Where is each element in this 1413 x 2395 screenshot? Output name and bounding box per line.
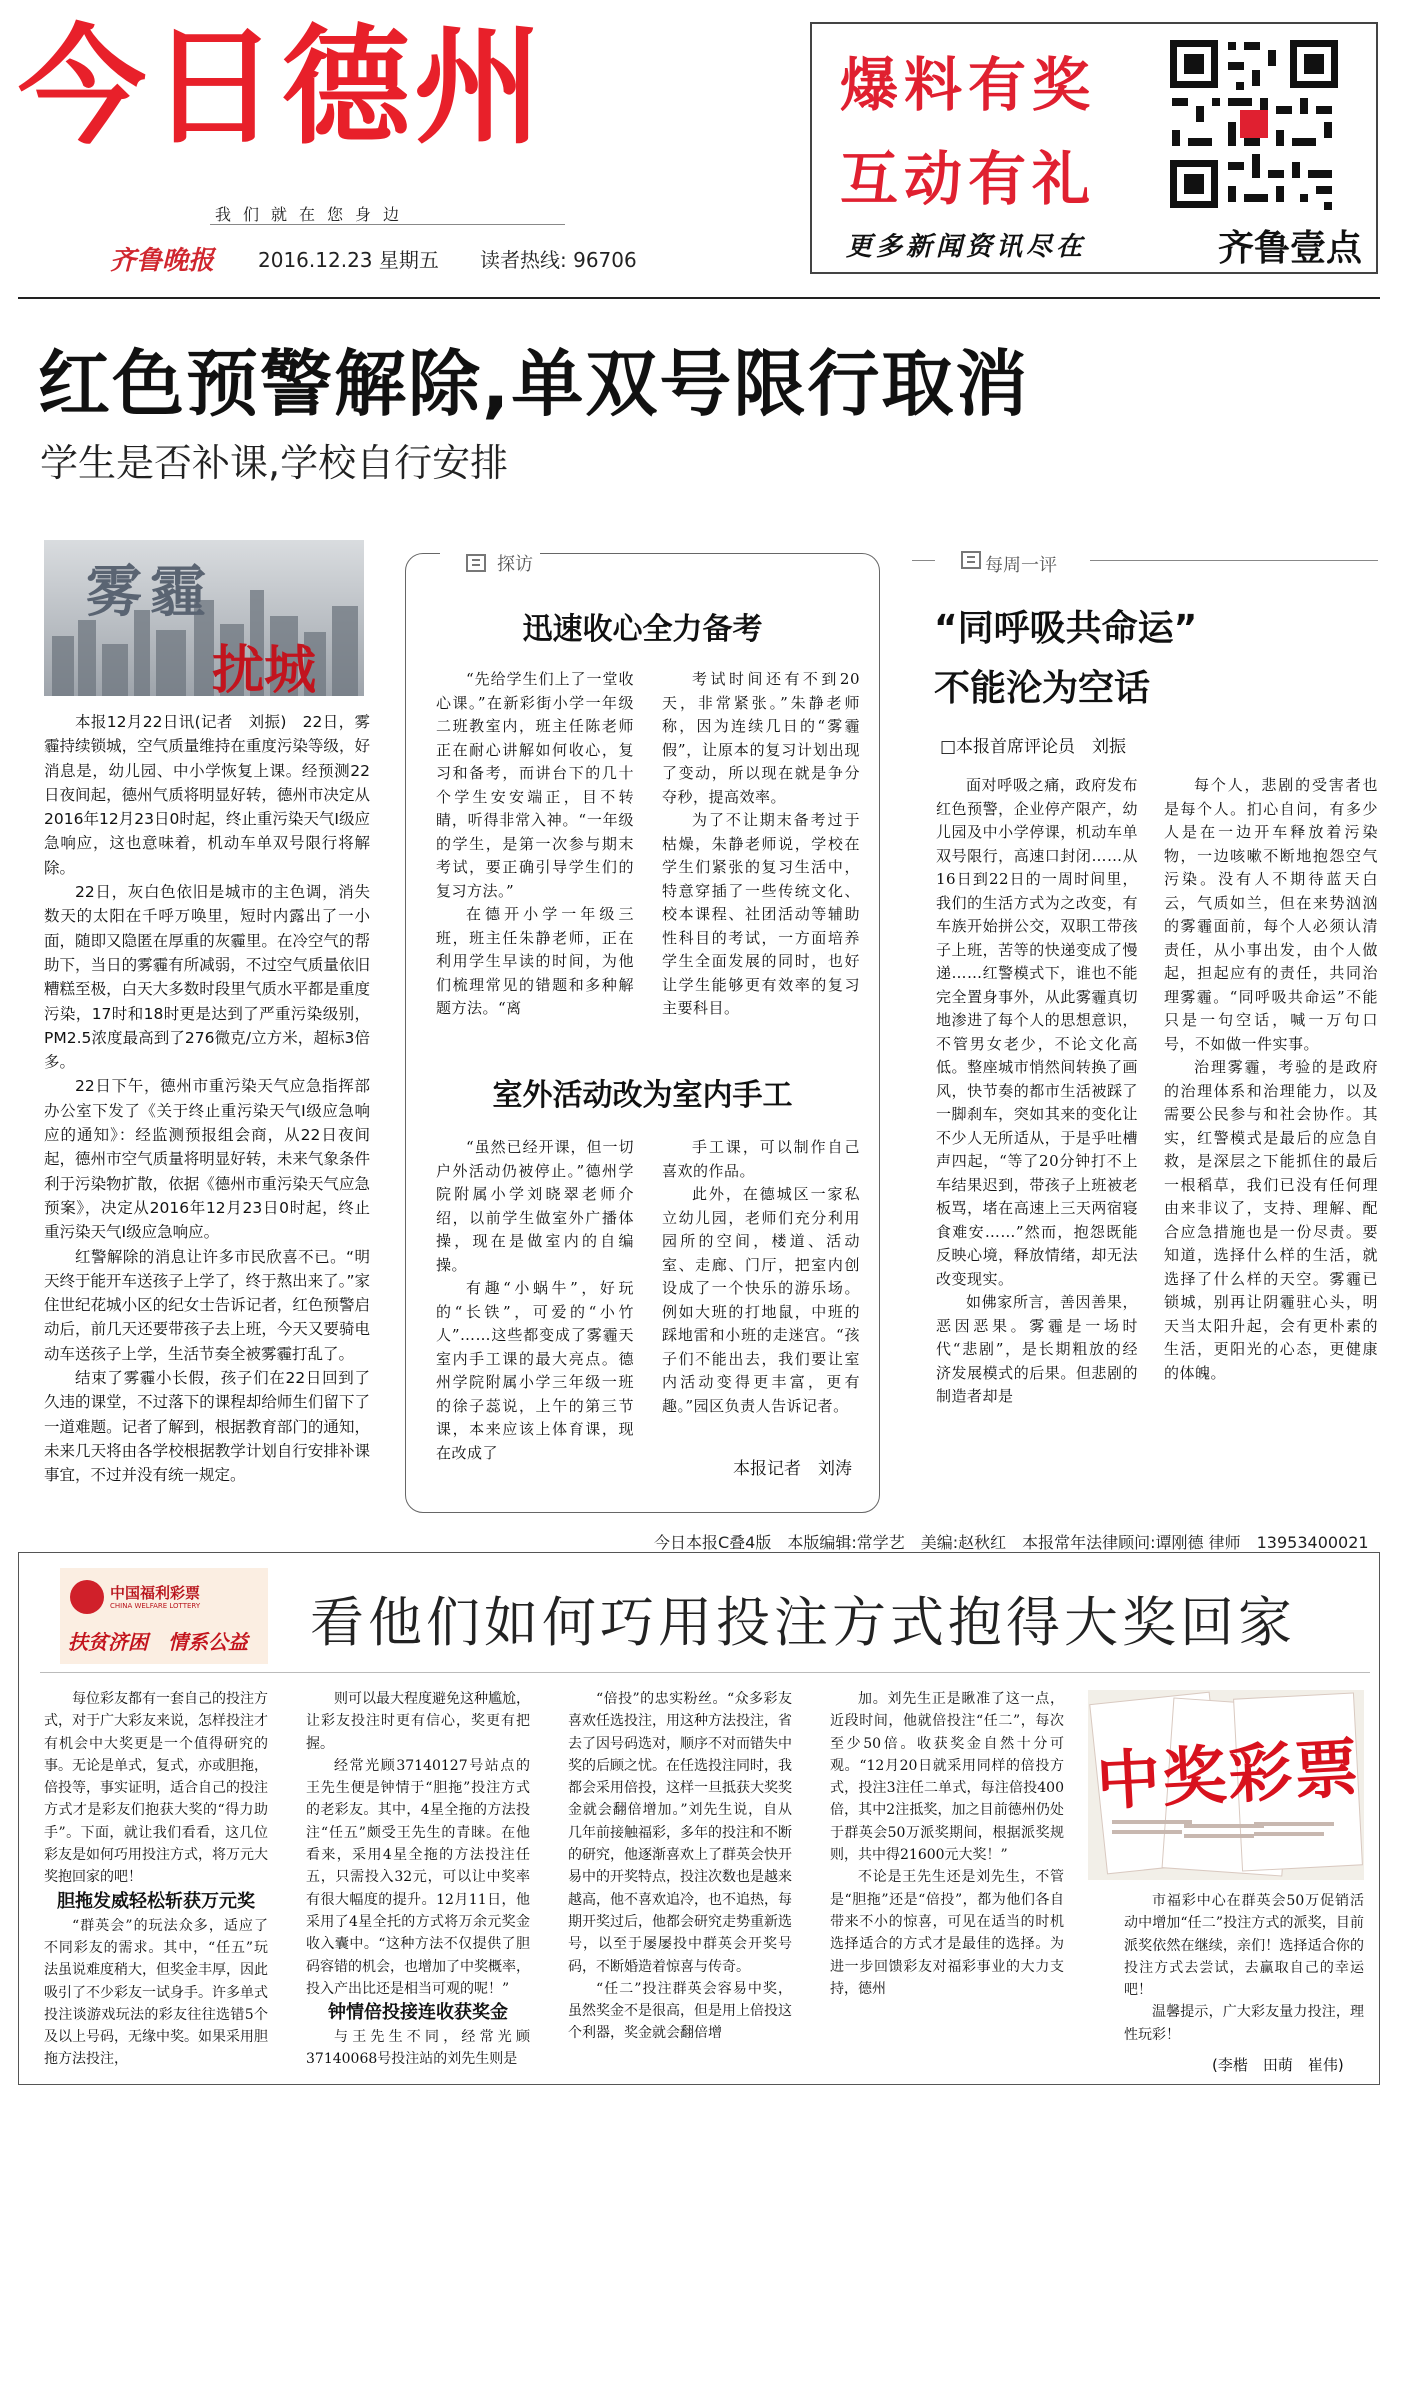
interview-paragraph: 此外，在德城区一家私立幼儿园，老师们充分利用园所的空间，楼道、活动室、走廊、门厅，把室内创设成了一个快乐的游乐场。例如大班的打地鼠，中班的踩地雷和小班的走迷宫。“孩子们不能出去，我们要让室内活动变得更丰富，更有趣。”园区负责人告诉记者。 [662,1185,860,1415]
interview-byline: 本报记者 刘涛 [733,1459,852,1479]
slogan-underline [210,224,565,225]
lottery-paragraph: 不论是王先生还是刘先生，不管是“胆拖”还是“倍投”，都为他们各自带来不小的惊喜，可见在适当的时机选择适合的方式才是最佳的选择。为进一步回馈彩友对福彩事业的大力支持，德州 [830,1869,1064,1997]
masthead-date: 2016.12.23 星期五 [258,248,439,272]
interview-text-column [436,1136,634,1465]
page-credits: 今日本报C叠4版 本版编辑:常学艺 美编:赵秋红 本报常年法律顾问:谭刚德 律师 13953400021 [654,1533,1369,1552]
commentary-paragraph: 面对呼吸之痛，政府发布红色预警，企业停产限产，幼儿园及中小学停课，机动车单双号限行，高速口封闭……从16日到22日的一周时间里，我们的生活方式为之改变，有车族开始拼公交，双职工带孩子上班，苦等的快递变成了慢递……红警模式下，谁也不能完全置身事外，从此雾霾真切地渗进了每个人的思想意识，不管男女老少，不论文化高低。整座城市悄然间转换了画风，快节奏的都市生活被踩了一脚刹车，突如其来的变化让不少人无所适从，于是乎吐槽声四起，“等了20分钟打不上车结果迟到，带孩子上班被老板骂，堵在高速上三天两宿寝食难安……”然而，抱怨既能反映心境，释放情绪，却无法改变现实。 [936,776,1138,1288]
promo-ad-line1: 爆料有奖 [840,51,1097,119]
front-page-subheadline: 学生是否补课,学校自行安排 [40,441,509,485]
lottery-byline: (李楷 田萌 崔伟) [1212,2056,1344,2074]
masthead-brand: 齐鲁晚报 [110,246,215,276]
lottery-logo-en: CHINA WELFARE LOTTERY [110,1602,201,1610]
commentary-paragraph: 如佛家所言，善因善果，恶因恶果。雾霾是一场时代“悲剧”，是长期粗放的经济发展模式的后果。但悲剧的制造者却是 [936,1293,1138,1405]
article-paragraph: 22日，灰白色依旧是城市的主色调，消失数天的太阳在千呼万唤里，短时内露出了一小面，随即又隐匿在厚重的灰霾里。在冷空气的帮助下，当日的雾霾有所减弱，不过空气质量依旧糟糕至极，白天大多数时段里气质水平都是重度污染，17时和18时更是达到了严重污染级别，PM2.5浓度最高到了276微克/立方米，超标3倍多。 [44,883,370,1072]
promo-ad-box[interactable] [810,22,1378,274]
lottery-text-column [830,1688,1064,2000]
lottery-paragraph: 市福彩中心在群英会50万促销活动中增加“任二”投注方式的派奖，目前派奖依然在继续，亲们！选择适合你的投注方式去尝试，去赢取自己的幸运吧！ [1124,1893,1364,1999]
masthead-logo: 今日德州 [18,13,547,162]
winning-tickets-caption: 中奖彩票 [1094,1732,1363,1820]
interview-tag-label: 探访 [497,554,533,575]
interview-paragraph: 为了不让期末备考过于枯燥，朱静老师说，学校在学生们紧张的复习生活中，特意穿插了一些传统文化、校本课程、社团活动等辅助性科目的考试，一方面培养学生全面发展的同时，也好让学生能够更有效率的复习主要科目。 [662,811,860,1017]
lottery-paragraph: “任二”投注群英会容易中奖，虽然奖金不是很高，但是用上倍投这个利器，奖金就会翻倍增 [568,1980,792,2042]
lottery-paragraph: 则可以最大程度避免这种尴尬，让彩友投注时更有信心，奖更有把握。 [306,1691,530,1752]
lottery-paragraph: 每位彩友都有一套自己的投注方式，对于广大彩友来说，怎样投注才有机会中大奖更是一个值得研究的事。无论是单式，复式，亦或胆拖，倍投等，事实证明，适合自己的投注方式才是彩友们抱获大奖的“得力助手”。下面，就让我们看看，这几位彩友是如何巧用投注方式，将万元大奖抱回家的吧！ [44,1691,268,1886]
lottery-paragraph: “群英会”的玩法众多，适应了不同彩友的需求。其中，“任五”玩法虽说难度稍大，但奖金丰厚，因此吸引了不少彩友一试身手。许多单式投注谈游戏玩法的彩友往往选错5个及以上号码，无缘中奖。如果采用胆拖方法投注， [44,1917,268,2068]
lottery-text-column [1124,1890,1364,2046]
interview-paragraph: “先给学生们上了一堂收心课。”在新彩街小学一年级二班教室内，班主任陈老师正在耐心讲解如何收心，复习和备考，而讲台下的几十个学生安安端正，目不转睛，听得非常入神。“一年级的学生，是第一次参与期末考试，要正确引导学生们的复习方法。” [436,670,634,900]
commentary-text-column [1164,774,1378,1385]
promo-ad-line3: 更多新闻资讯尽在 [846,232,1087,262]
front-page-headline[interactable]: 红色预警解除,单双号限行取消 [38,342,1030,426]
lottery-subheading[interactable]: 钟情倍投接连收获奖金 [328,2002,508,2024]
qr-code-icon[interactable] [1164,34,1344,214]
winning-tickets-photo [1088,1690,1364,1880]
lottery-paragraph: “倍投”的忠实粉丝。“众多彩友喜欢任选投注，用这种方法投注，省去了因号码选对，顺序不对而错失中奖的后顾之忧。在任选投注同时，我都会采用倍投，这样一旦抵获大奖奖金就会翻倍增加。”刘先生说，自从几年前接触福彩，多年的投注和不断的研究，他逐渐喜欢上了群英会快开易中的开奖特点，投注次数也是越来越高，他不喜欢追冷，也不追热，每期开奖过后，他都会研究走势重新选号，以至于屡屡投中群英会开奖号码，不断婚造着惊喜与传奇。 [568,1691,792,1975]
interview-paragraph: 有趣“小蜗牛”，好玩的“长铁”，可爱的“小竹人”……这些都变成了雾霾天室内手工课的最大亮点。德州学院附属小学三年级一班的徐子蕊说，上午的第三节课，本来应该上体育课，现在改成了 [436,1279,634,1462]
tag-marker-icon [961,551,983,571]
article-paragraph: 本报12月22日讯(记者 刘振) 22日，雾霾持续锁城，空气质量维持在重度污染等级，好消息是，幼儿园、中小学恢复上课。经预测22日夜间起，德州气质将明显好转，德州市决定从2016年12月23日0时起，终止重污染天气Ⅰ级应急响应，这也意味着，机动车单双号限行将解除。 [44,713,370,877]
lottery-text-column [306,1688,530,2071]
lottery-paragraph: 温馨提示，广大彩友量力投注，理性玩彩！ [1124,2004,1364,2043]
interview-paragraph: 考试时间还有不到20天，非常紧张。”朱静老师称，因为连续几日的“雾霾假”，让原本的复习计划出现了变动，所以现在就是争分夺秒，提高效率。 [662,670,860,806]
commentary-paragraph: 治理雾霾，考验的是政府的治理体系和治理能力，以及需要公民参与和社会协作。其实，红警模式是最后的应急自救，是深层之下能抓住的最后一根稻草，我们已没有任何理由来非议了，支持、理解、配合应急措施也是一份尽责。要知道，选择什么样的生活，就选择了什么样的天空。雾霾已锁城，别再让阴霾驻心头，明天当太阳升起，会有更朴素的生活，更阳光的心态，更健康的体魄。 [1164,1058,1378,1382]
interview-paragraph: 在德开小学一年级三班，班主任朱静老师，正在利用学生早读的时间，为他们梳理常见的错题和多种解题方法。“离 [436,905,634,1017]
masthead-rule [18,297,1380,299]
commentary-text-column [936,774,1138,1409]
article-paragraph: 结束了雾霾小长假，孩子们在22日回到了久违的课堂，不过落下的课程却给师生们留下了一道难题。记者了解到，根据教育部门的通知，未来几天将由各学校根据教学计划自行安排补课事宜，不过并没有统一规定。 [44,1369,370,1485]
lottery-paragraph: 加。刘先生正是瞅准了这一点，近段时间，他就倍投注“任二”，每次至少50倍。收获奖金自然十分可观。“12月20日就采用同样的倍投方式，投注3注任二单式，每注倍投400倍，其中2注抵奖，加之目前德州仍处于群英会50万派奖期间，根据派奖规则，共中得21600元大奖！” [830,1691,1064,1864]
article-paragraph: 22日下午，德州市重污染天气应急指挥部办公室下发了《关于终止重污染天气Ⅰ级应急响应的通知》：经监测预报组会商，从22日夜间起，德州市空气质量将明显好转，未来气象条件利于污染物扩散，依据《德州市重污染天气应急预案》，决定从2016年12月23日0时起，终止重污染天气Ⅰ级应急响应。 [44,1077,370,1242]
interview-title-1[interactable]: 迅速收心全力备考 [522,612,763,647]
lottery-paragraph: 与王先生不同，经常光顾37140068号投注站的刘先生则是 [306,2029,530,2068]
welfare-lottery-emblem-icon [70,1580,104,1614]
tag-marker-icon [466,554,488,574]
interview-paragraph: 手工课，可以制作自己喜欢的作品。 [662,1138,860,1180]
masthead-slogan: 我们就在您身边 [215,205,412,224]
lottery-logo-slogan: 扶贫济困 情系公益 [68,1630,248,1654]
interview-paragraph: “虽然已经开课，但一切户外活动仍被停止。”德州学院附属小学刘晓翠老师介绍，以前学生做室外广播体操，现在是做室内的自编操。 [436,1138,634,1274]
interview-title-2[interactable]: 室外活动改为室内手工 [492,1078,793,1113]
commentary-title-line2[interactable]: 不能沦为空话 [934,668,1151,709]
lottery-subheading[interactable]: 胆拖发威轻松斩获万元奖 [57,1890,255,1912]
lottery-paragraph: 经常光顾37140127号站点的王先生便是钟情于“胆拖”投注方式的老彩友。其中，4星全拖的方法投注“任五”颇受王先生的青睐。在他看来，采用4星全拖的方法投注任五，只需投入32元，可以让中奖率有很大幅度的提升。12月11日，他采用了4星全托的方式将万余元奖金收入囊中。“这种方法不仅提供了胆码容错的机会，也增加了中奖概率，投入产出比还是相当可观的呢！” [306,1757,530,1997]
commentary-title-line1[interactable]: “同呼吸共命运” [934,608,1198,649]
lottery-headline[interactable]: 看他们如何巧用投注方式抱得大奖回家 [310,1591,1296,1654]
promo-ad-brand: 齐鲁壹点 [1218,228,1363,269]
smog-image-title: 雾霾 [86,560,214,625]
lottery-logo-name: 中国福利彩票 [110,1584,201,1602]
article-paragraph: 红警解除的消息让许多市民欣喜不已。“明天终于能开车送孩子上学了，终于熬出来了。”家住世纪花城小区的纪女士告诉记者，红色预警启动后，前几天还要带孩子去上班，今天又要骑电动车送孩子上学，生活节奏全被雾霾打乱了。 [44,1247,370,1363]
interview-text-column [662,668,860,1021]
lottery-text-column [568,1688,792,2045]
masthead-hotline: 读者热线: 96706 [480,248,637,272]
commentary-byline: □本报首席评论员 刘振 [940,737,1127,757]
welfare-lottery-logo [60,1568,268,1664]
lottery-text-column [44,1688,268,2071]
smog-image-subtitle: 扰城 [212,641,317,696]
smog-city-image [44,540,364,696]
main-article-body [44,710,370,1488]
lottery-title-rule [40,1672,1370,1673]
commentary-tag-label: 每周一评 [985,555,1057,576]
commentary-paragraph: 每个人，悲剧的受害者也是每个人。扪心自问，有多少人是在一边开车释放着污染物，一边咳嗽不断地抱怨空气污染。没有人不期待蓝天白云，气质如兰，但在来势汹汹的雾霾面前，每个人必须认清责任，从小事出发，由个人做起，担起应有的责任，共同治理雾霾。“同呼吸共命运”不能只是一句空话，喊一万句口号，不如做一件实事。 [1164,776,1378,1053]
interview-text-column [436,668,634,1021]
interview-text-column [662,1136,860,1418]
promo-ad-line2: 互动有礼 [840,145,1097,213]
